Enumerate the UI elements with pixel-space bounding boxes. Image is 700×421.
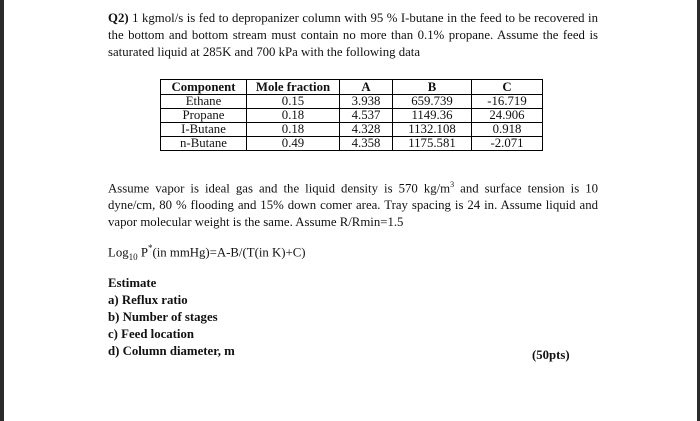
cell-a: 4.537 <box>340 109 393 123</box>
cell-b: 1175.581 <box>393 137 472 151</box>
equation-star: * <box>147 243 153 253</box>
question-text: 1 kgmol/s is fed to depropanizer column with 95 % I-butane in the feed to be recovered in the bottom and bottom stream must contain no more than 0.1% propane. Assume the feed is saturated liquid at 285K and 700 kPa with the following data <box>108 11 598 59</box>
table-header-row <box>161 80 543 95</box>
cell-mole-fraction: 0.15 <box>247 95 340 109</box>
estimate-item-feed: c) Feed location <box>108 327 194 341</box>
cubic-exponent: 3 <box>450 180 455 189</box>
cell-component: I-Butane <box>161 123 247 137</box>
header-c: C <box>472 80 543 95</box>
cell-component: Ethane <box>161 95 247 109</box>
header-a: A <box>340 80 393 95</box>
cell-mole-fraction: 0.49 <box>247 137 340 151</box>
equation-rest: (in mmHg)=A-B/(T(in K)+C) <box>152 245 306 260</box>
cell-b: 659.739 <box>393 95 472 109</box>
cell-b: 1132.108 <box>393 123 472 137</box>
antoine-equation <box>108 243 306 262</box>
cell-c: -16.719 <box>472 95 543 109</box>
assumptions-rest: and surface tension is 10 dyne/cm, 80 % flooding and 15% down comer area. Tray spacing is 24 in. Assume liquid and vapor molecular weight is the same. Assume R/Rmin=1.5 <box>108 181 599 230</box>
question-label: Q2) <box>108 11 129 25</box>
equation-p: P <box>137 245 148 260</box>
cell-mole-fraction: 0.18 <box>247 123 340 137</box>
cell-c: 0.918 <box>472 123 543 137</box>
estimate-item-diameter: d) Column diameter, m <box>108 344 235 358</box>
estimate-heading: Estimate <box>108 276 157 290</box>
cell-a: 4.358 <box>340 137 393 151</box>
equation-log: Log <box>108 245 129 260</box>
header-component: Component <box>161 80 247 95</box>
estimate-section <box>108 275 235 360</box>
table-row <box>161 137 543 151</box>
assumptions-line1: Assume vapor is ideal gas and the liquid density is 570 kg/m <box>108 181 451 196</box>
cell-component: Propane <box>161 109 247 123</box>
cell-c: 24.906 <box>472 109 543 123</box>
cell-component: n-Butane <box>161 137 247 151</box>
estimate-item-stages: b) Number of stages <box>108 310 218 324</box>
cell-mole-fraction: 0.18 <box>247 109 340 123</box>
table-row <box>161 123 543 137</box>
equation-log-base: 10 <box>128 251 138 262</box>
table-row <box>161 109 543 123</box>
question-page <box>108 10 599 362</box>
assumptions-paragraph <box>108 176 598 231</box>
component-table <box>160 79 543 151</box>
header-b: B <box>393 80 472 95</box>
points-label: (50pts) <box>532 348 570 362</box>
left-border <box>0 0 4 421</box>
table-row <box>161 95 543 109</box>
cell-c: -2.071 <box>472 137 543 151</box>
cell-a: 4.328 <box>340 123 393 137</box>
question-intro <box>108 10 598 61</box>
cell-a: 3.938 <box>340 95 393 109</box>
cell-b: 1149.36 <box>393 109 472 123</box>
header-mole-fraction: Mole fraction <box>247 80 340 95</box>
estimate-item-reflux: a) Reflux ratio <box>108 293 188 307</box>
